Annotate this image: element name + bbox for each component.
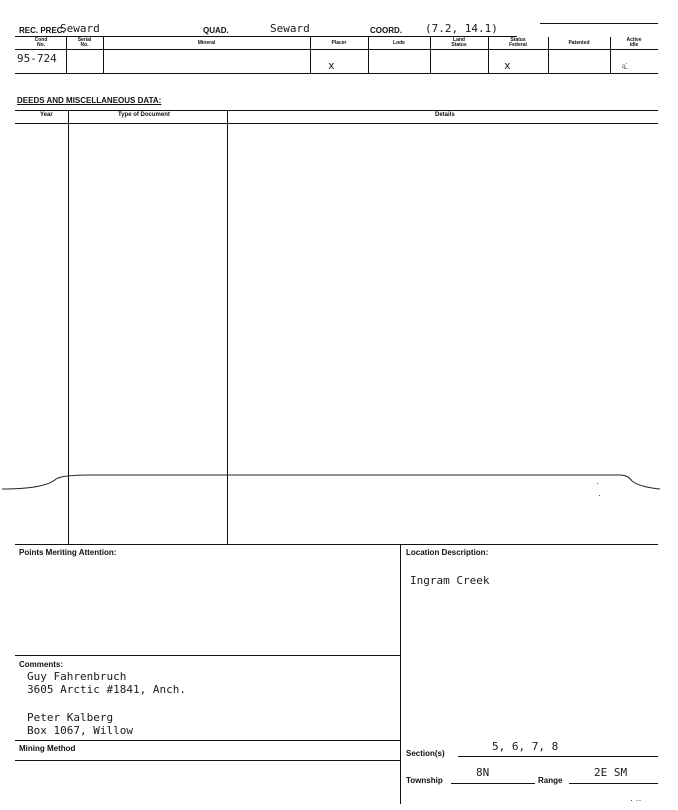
range-value: 2E SM	[594, 766, 628, 779]
col-year-header: Year	[40, 112, 53, 118]
lower-section-top-line	[15, 544, 658, 545]
deeds-top-line	[15, 110, 658, 111]
col-status-federal-header: Status Federal	[509, 37, 527, 48]
township-value: 8N	[476, 766, 490, 779]
comments-label: Comments:	[19, 660, 64, 669]
col-patented-header: Patented	[568, 40, 590, 46]
cond-no-value: 95-724	[17, 52, 57, 65]
rec-prec-value: Seward	[60, 22, 100, 35]
rec-prec-label: REC. PREC.	[19, 26, 65, 35]
col-land-status-header: Land Status	[451, 37, 467, 48]
header-underline-right	[540, 23, 658, 24]
deeds-header-line	[15, 123, 658, 124]
page-fold-mark	[0, 465, 678, 495]
coord-label: COORD.	[370, 26, 402, 35]
section-value: 5, 6, 7, 8	[492, 740, 559, 753]
placer-mark: x	[328, 59, 335, 72]
points-meriting-attention-label: Points Meriting Attention:	[19, 548, 117, 557]
col-placer-header: Placer	[331, 40, 347, 46]
township-underline	[451, 783, 535, 784]
comment-line: Peter Kalberg	[27, 711, 114, 724]
active-idle-scribble: ᵒ̵˙	[622, 62, 629, 72]
claim-table-bottom-line	[15, 73, 658, 74]
col-details-header: Details	[435, 112, 455, 118]
status-federal-mark: x	[504, 59, 511, 72]
comment-line: 3605 Arctic #1841, Anch.	[27, 683, 186, 696]
deeds-title: DEEDS AND MISCELLANEOUS DATA:	[17, 96, 162, 105]
speck-mark: · ··	[630, 795, 642, 805]
comment-line: Box 1067, Willow	[27, 724, 133, 737]
mining-method-top-line	[15, 740, 400, 741]
col-lode-header: Lode	[393, 40, 405, 46]
speck-mark: ·	[596, 478, 599, 488]
col-mineral-header: Mineral	[197, 40, 216, 46]
township-label: Township	[406, 776, 443, 785]
mining-method-bottom-line	[15, 760, 400, 761]
col-active-idle-header: Active Idle	[626, 37, 642, 48]
speck-mark: ·	[598, 490, 601, 500]
quad-value: Seward	[270, 22, 310, 35]
col-cond-no-header: Cond No.	[34, 37, 48, 48]
section-label: Section(s)	[406, 749, 445, 758]
quad-label: QUAD.	[203, 26, 229, 35]
comments-top-line	[15, 655, 400, 656]
lower-section-divider	[400, 544, 401, 804]
location-description-value: Ingram Creek	[410, 574, 490, 587]
col-serial-no-header: Serial No.	[77, 37, 92, 48]
range-label: Range	[538, 776, 563, 785]
range-underline	[569, 783, 658, 784]
section-underline	[458, 756, 658, 757]
location-description-label: Location Description:	[406, 548, 489, 557]
mining-method-label: Mining Method	[19, 744, 76, 753]
claim-table-header-line	[15, 49, 658, 50]
coord-value: (7.2, 14.1)	[425, 22, 498, 35]
comment-line: Guy Fahrenbruch	[27, 670, 127, 683]
col-type-header: Type of Document	[118, 112, 170, 118]
